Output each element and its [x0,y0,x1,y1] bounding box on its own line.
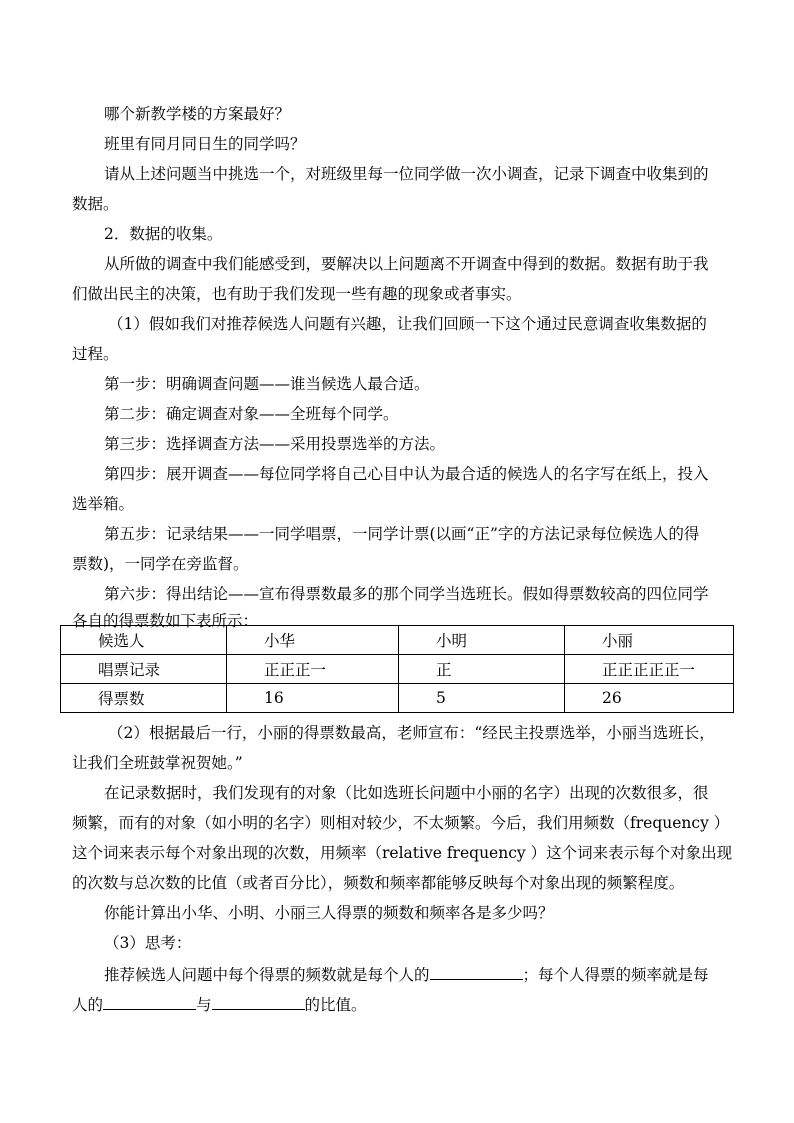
paragraph-4-line-1: （2）根据最后一行，小丽的得票数最高，老师宣布：“经民主投票选举，小丽当选班长， [108,724,715,742]
paragraph-8-text-c: 人的 [72,996,104,1014]
step-3: 第三步：选择调查方法——采用投票选举的方法。 [104,435,446,453]
paragraph-5-line-4: 的次数与总次数的比值（或者百分比），频数和频率都能够反映每个对象出现的频繁程度。 [72,874,685,892]
table-cell: 正正正正正一 [565,655,734,684]
paragraph-8-line-1 [104,963,709,985]
table-cell: 正 [399,655,565,684]
paragraph-2-line-2: 们做出民主的决策，也有助于我们发现一些有趣的现象或者事实。 [72,285,522,303]
paragraph-8-text-a: 推荐候选人问题中每个得票的频数就是每个人的 [104,966,430,984]
step-4-line-2: 选举箱。 [72,495,135,513]
table-row [61,655,734,684]
step-6-line-1: 第六步：得出结论——宣布得票数最多的那个同学当选班长。假如得票数较高的四位同学 [104,585,709,603]
table-cell: 26 [565,684,734,713]
vote-table [60,625,734,713]
table-cell: 小明 [399,626,565,655]
question-2: 班里有同月同日生的同学吗？ [104,135,306,153]
table-cell: 唱票记录 [61,655,227,684]
paragraph-8-text-d: 与 [196,996,212,1014]
table-cell: 5 [399,684,565,713]
paragraph-1-line-2: 数据。 [72,195,119,213]
paragraph-4-line-2: 让我们全班鼓掌祝贺她。” [72,754,243,772]
step-5-line-1: 第五步：记录结果——一同学唱票，一同学计票(以画“正”字的方法记录每位候选人的得 [104,525,700,543]
table-cell: 小丽 [565,626,734,655]
paragraph-6: 你能计算出小华、小明、小丽三人得票的频数和频率各是多少吗？ [104,904,554,922]
step-1: 第一步：明确调查问题——谁当候选人最合适。 [104,375,430,393]
paragraph-2-line-1: 从所做的调查中我们能感受到，要解决以上问题离不开调查中得到的数据。数据有助于我 [104,255,709,273]
fill-blank-1[interactable] [430,963,523,980]
table-cell: 候选人 [61,626,227,655]
paragraph-8-text-e: 的比值。 [304,996,367,1014]
step-6-line-2: 各自的得票数如下表所示： [72,612,259,630]
step-5-line-2: 票数)，一同学在旁监督。 [72,555,249,573]
paragraph-5-line-3: 这个词来表示每个对象出现的次数，用频率（relative frequency ）这个词来表示每个对象出现 [72,844,733,862]
fill-blank-3[interactable] [212,993,305,1010]
paragraph-5-line-1: 在记录数据时，我们发现有的对象（比如选班长问题中小丽的名字）出现的次数很多，很 [104,784,709,802]
table-cell: 得票数 [61,684,227,713]
paragraph-8-text-b: ；每个人得票的频率就是每 [522,966,709,984]
table-cell: 小华 [227,626,399,655]
paragraph-7: （3）思考： [104,934,192,952]
paragraph-3-line-2: 过程。 [72,345,119,363]
question-1: 哪个新教学楼的方案最好？ [104,105,291,123]
step-2: 第二步：确定调查对象——全班每个同学。 [104,405,399,423]
table-cell: 16 [227,684,399,713]
paragraph-1-line-1: 请从上述问题当中挑选一个，对班级里每一位同学做一次小调查，记录下调查中收集到的 [104,165,709,183]
section-heading-2: 2．数据的收集。 [104,225,223,243]
step-4-line-1: 第四步：展开调查——每位同学将自己心目中认为最合适的候选人的名字写在纸上，投入 [104,465,709,483]
table-cell: 正正正一 [227,655,399,684]
fill-blank-2[interactable] [103,993,196,1010]
table-row [61,684,734,713]
table-row [61,626,734,655]
paragraph-3-line-1: （1）假如我们对推荐候选人问题有兴趣，让我们回顾一下这个通过民意调查收集数据的 [108,315,707,333]
paragraph-8-line-2 [72,993,367,1015]
paragraph-5-line-2: 频繁，而有的对象（如小明的名字）则相对较少，不太频繁。今后，我们用频数（frequency ） [72,814,730,832]
